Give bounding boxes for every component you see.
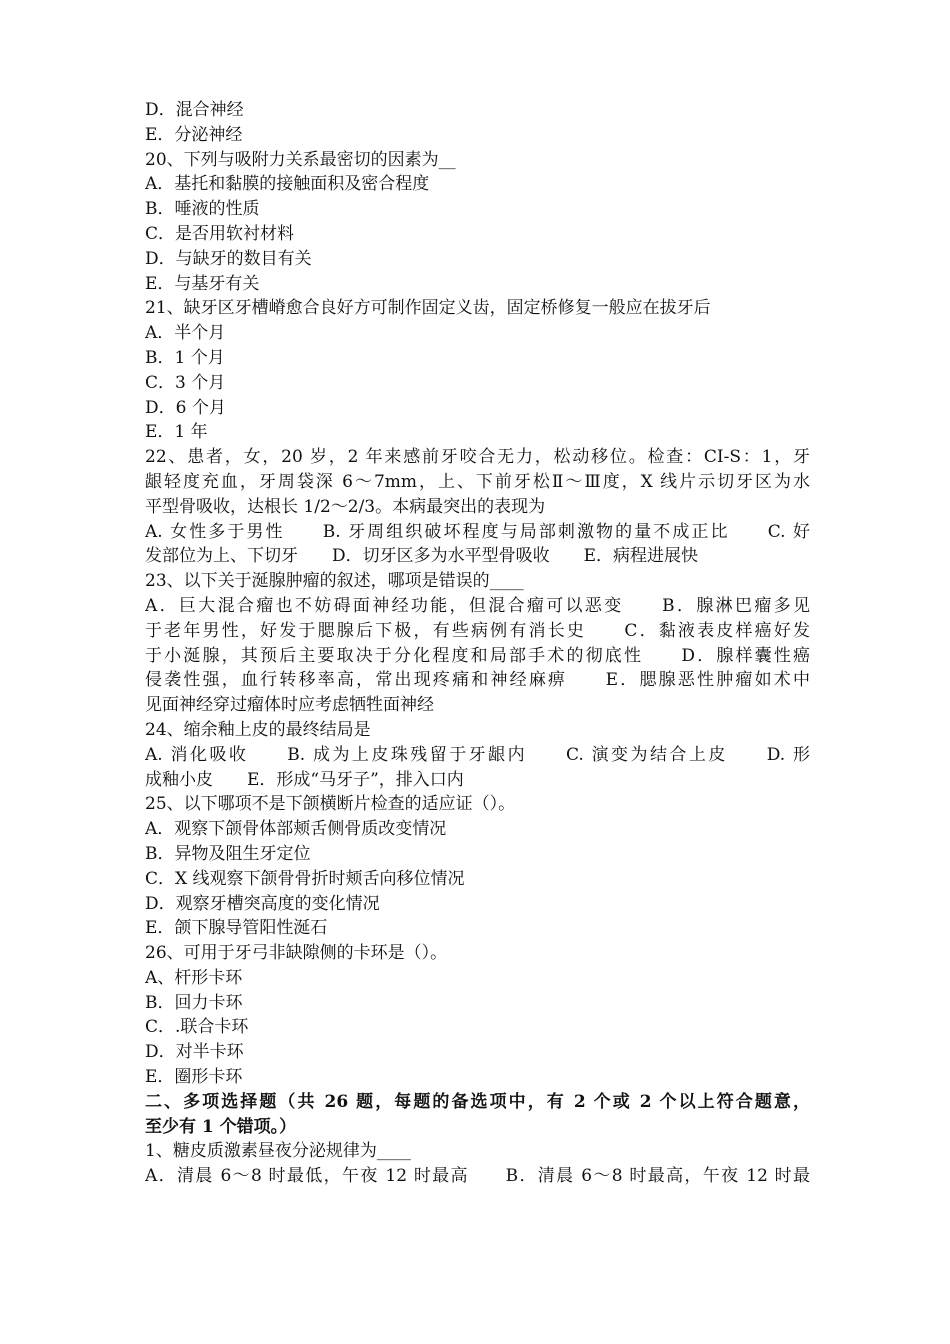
text-line: A．观察下颌骨体部颊舌侧骨质改变情况	[145, 819, 447, 840]
text-line: E．与基牙有关	[145, 273, 260, 294]
text-line: E．颌下腺导管阳性涎石	[145, 918, 328, 939]
section-heading-line: 二、多项选择题（共 26 题，每题的备选项中，有 2 个或 2 个以上符合题意，	[145, 1091, 810, 1112]
text-line: A. 消化吸收 B. 成为上皮珠残留于牙龈内 C. 演变为结合上皮 D. 形	[145, 744, 810, 765]
text-line: 22、患者，女，20 岁，2 年来感前牙咬合无力，松动移位。检查：CI-S：1，牙	[145, 447, 810, 468]
document-body	[145, 98, 810, 1189]
text-line: A．基托和黏膜的接触面积及密合程度	[145, 174, 430, 195]
text-line: D．观察牙槽突高度的变化情况	[145, 893, 380, 914]
text-line: A、杆形卡环	[145, 967, 243, 988]
text-line: C．.联合卡环	[145, 1017, 249, 1038]
text-line: E．分泌神经	[145, 124, 243, 145]
text-line: 25、以下哪项不是下颌横断片检查的适应证（）。	[145, 794, 516, 815]
text-line: A．半个月	[145, 323, 226, 344]
text-line: B．1 个月	[145, 347, 225, 368]
text-line: A. 女性多于男性 B. 牙周组织破坏程度与局部刺激物的量不成正比 C. 好	[145, 521, 810, 542]
text-line: A．巨大混合瘤也不妨碍面神经功能，但混合瘤可以恶变 B．腺淋巴瘤多见	[145, 595, 810, 616]
text-line: 于小涎腺，其预后主要取决于分化程度和局部手术的彻底性 D．腺样囊性癌	[145, 645, 810, 666]
text-line: B．异物及阻生牙定位	[145, 843, 311, 864]
text-line: 24、缩余釉上皮的最终结局是	[145, 719, 371, 740]
text-line: 23、以下关于涎腺肿瘤的叙述，哪项是错误的____	[145, 571, 524, 592]
text-line: 26、可用于牙弓非缺隙侧的卡环是（）。	[145, 943, 448, 964]
text-line: 成釉小皮 E．形成“马牙子”，排入口内	[145, 769, 464, 790]
text-line: C．X 线观察下颌骨骨折时颊舌向移位情况	[145, 868, 465, 889]
text-line: C．3 个月	[145, 372, 226, 393]
text-line: D．混合神经	[145, 100, 244, 120]
text-line: C．是否用软衬材料	[145, 223, 295, 244]
text-line: D．与缺牙的数目有关	[145, 248, 312, 269]
text-line: 发部位为上、下切牙 D．切牙区多为水平型骨吸收 E．病程进展快	[145, 546, 699, 567]
text-line: B．唾液的性质	[145, 199, 260, 220]
text-line: D．对半卡环	[145, 1042, 244, 1063]
text-line: 21、缺牙区牙槽嵴愈合良好方可制作固定义齿，固定桥修复一般应在拔牙后	[145, 298, 711, 319]
text-line: 见面神经穿过瘤体时应考虑牺牲面神经	[145, 695, 434, 716]
text-line: 于老年男性，好发于腮腺后下极，有些病例有消长史 C．黏液表皮样癌好发	[145, 620, 810, 641]
text-line: E．圈形卡环	[145, 1067, 243, 1088]
text-line: 20、下列与吸附力关系最密切的因素为__	[145, 149, 456, 170]
document-page	[145, 98, 810, 1189]
section-heading-line: 至少有 1 个错项。）	[145, 1116, 297, 1137]
text-line: 龈轻度充血，牙周袋深 6～7mm，上、下前牙松Ⅱ～Ⅲ度，X 线片示切牙区为水	[145, 471, 810, 492]
text-line: 侵袭性强，血行转移率高，常出现疼痛和神经麻痹 E．腮腺恶性肿瘤如术中	[145, 670, 810, 691]
text-line: A．清晨 6～8 时最低，午夜 12 时最高 B．清晨 6～8 时最高，午夜 12 时最	[145, 1166, 810, 1187]
text-line: D．6 个月	[145, 397, 226, 418]
text-line: 1、糖皮质激素昼夜分泌规律为____	[145, 1141, 411, 1162]
text-line: 平型骨吸收，达根长 1/2～2/3。本病最突出的表现为	[145, 496, 546, 517]
text-line: B．回力卡环	[145, 992, 243, 1013]
text-line: E．1 年	[145, 422, 208, 443]
